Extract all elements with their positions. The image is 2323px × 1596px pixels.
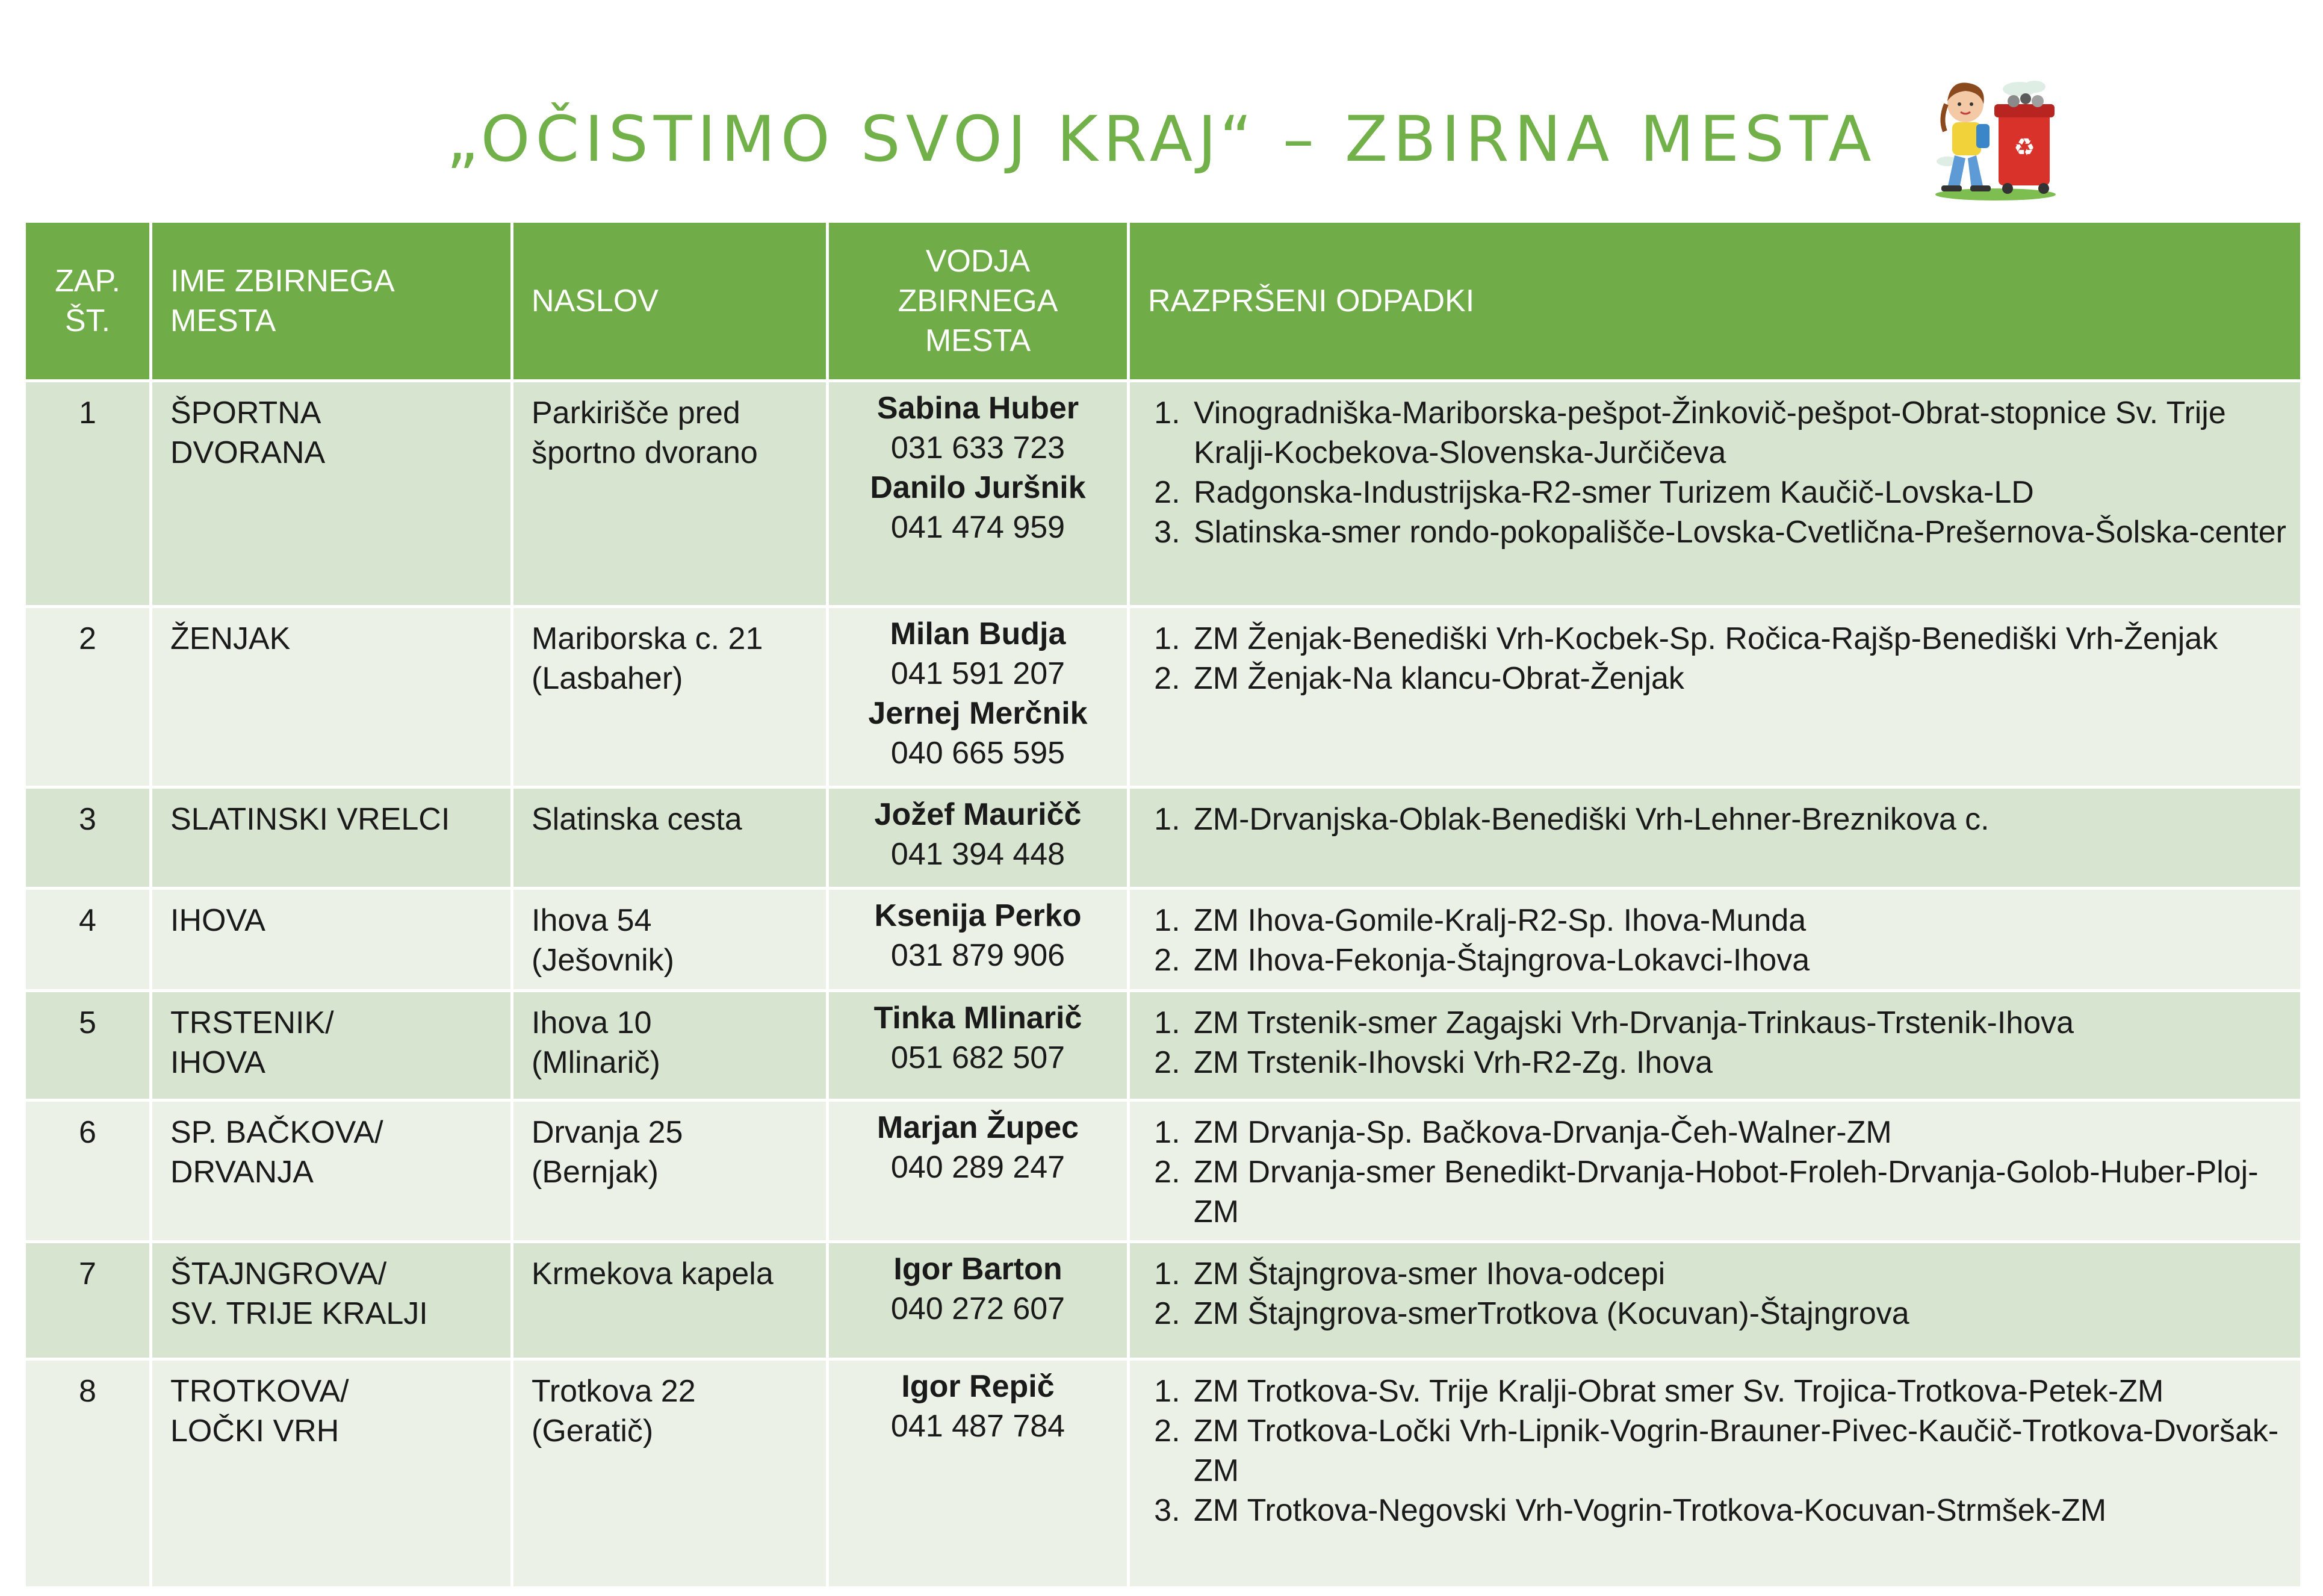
header-address: NASLOV — [512, 222, 828, 381]
name-line: ŽENJAK — [170, 621, 291, 656]
collection-point-leaders — [828, 1242, 1129, 1359]
leader-name: Jernej Merčnik — [868, 696, 1088, 731]
header-leader: VODJA ZBIRNEGA MESTA — [828, 222, 1129, 381]
row-number: 2 — [25, 607, 151, 787]
row-number: 7 — [25, 1242, 151, 1359]
leader-phone: 031 879 906 — [890, 938, 1065, 973]
collection-point-leaders — [828, 991, 1129, 1101]
leader-name: Danilo Juršnik — [870, 470, 1086, 505]
collection-point-address — [512, 1101, 828, 1242]
collection-point-leaders — [828, 787, 1129, 889]
route-item: 1. ZM Drvanja-Sp. Bačkova-Drvanja-Čeh-Walner-ZM — [1189, 1113, 2288, 1152]
row-number: 8 — [25, 1359, 151, 1588]
route-item: 1. Vinogradniška-Mariborska-pešpot-Žinkovič-pešpot-Obrat-stopnice Sv. Trije Kralji-Kocbekova-Slovenska-Jurčičeva — [1189, 393, 2288, 473]
table-header-row — [25, 222, 2302, 381]
route-list — [1142, 901, 2288, 980]
collection-point-address — [512, 889, 828, 991]
leader-name: Ksenija Perko — [874, 898, 1082, 933]
leader-phone: 041 591 207 — [890, 656, 1065, 691]
collection-point-address — [512, 787, 828, 889]
route-list — [1142, 1113, 2288, 1232]
table-row — [25, 607, 2302, 787]
route-item: 2. ZM Drvanja-smer Benedikt-Drvanja-Hobot-Froleh-Drvanja-Golob-Huber-Ploj-ZM — [1189, 1152, 2288, 1232]
leader-phone: 040 665 595 — [890, 736, 1065, 771]
route-list-cell — [1129, 1242, 2302, 1359]
route-item: 1. ZM-Drvanjska-Oblak-Benediški Vrh-Lehner-Breznikova c. — [1189, 800, 2288, 839]
name-line: IHOVA — [170, 1045, 265, 1080]
leader-phone: 040 272 607 — [890, 1291, 1065, 1326]
collection-point-leaders — [828, 1101, 1129, 1242]
collection-point-name — [151, 381, 512, 607]
name-line: LOČKI VRH — [170, 1414, 340, 1449]
route-list-cell — [1129, 889, 2302, 991]
collection-points-table — [23, 220, 2303, 1589]
address-line: Trotkova 22 — [532, 1374, 696, 1409]
route-item: 1. ZM Ženjak-Benediški Vrh-Kocbek-Sp. Ročica-Rajšp-Benediški Vrh-Ženjak — [1189, 619, 2288, 659]
name-line: DVORANA — [170, 435, 326, 470]
row-number: 5 — [25, 991, 151, 1101]
address-line: Mariborska c. 21 — [532, 621, 763, 656]
route-item: 1. ZM Ihova-Gomile-Kralj-R2-Sp. Ihova-Munda — [1189, 901, 2288, 940]
route-item: 1. ZM Štajngrova-smer Ihova-odcepi — [1189, 1254, 2288, 1294]
route-list — [1142, 619, 2288, 698]
header-routes: RAZPRŠENI ODPADKI — [1129, 222, 2302, 381]
address-line: Drvanja 25 — [532, 1115, 683, 1150]
table-row — [25, 991, 2302, 1101]
table-row — [25, 381, 2302, 607]
leader-name: Igor Repič — [901, 1369, 1055, 1404]
table-row — [25, 787, 2302, 889]
route-item: 2. ZM Trstenik-Ihovski Vrh-R2-Zg. Ihova — [1189, 1043, 2288, 1082]
collection-point-name — [151, 787, 512, 889]
route-list — [1142, 1003, 2288, 1082]
route-list-cell — [1129, 607, 2302, 787]
route-list-cell — [1129, 1101, 2302, 1242]
leader-name: Jožef Mauričč — [874, 797, 1082, 832]
route-item: 3. Slatinska-smer rondo-pokopališče-Lovska-Cvetlična-Prešernova-Šolska-center — [1189, 512, 2288, 552]
collection-point-leaders — [828, 607, 1129, 787]
row-number: 6 — [25, 1101, 151, 1242]
address-line: (Ješovnik) — [532, 943, 674, 978]
name-line: SP. BAČKOVA/ — [170, 1115, 383, 1150]
name-line: SV. TRIJE KRALJI — [170, 1296, 428, 1331]
address-line: Slatinska cesta — [532, 802, 742, 837]
route-list-cell — [1129, 991, 2302, 1101]
row-number: 4 — [25, 889, 151, 991]
row-number: 1 — [25, 381, 151, 607]
leader-phone: 031 633 723 — [890, 430, 1065, 465]
address-line: Ihova 54 — [532, 903, 652, 938]
table-row — [25, 1359, 2302, 1588]
address-line: (Lasbaher) — [532, 661, 683, 696]
route-item: 1. ZM Trotkova-Sv. Trije Kralji-Obrat smer Sv. Trojica-Trotkova-Petek-ZM — [1189, 1371, 2288, 1411]
name-line: IHOVA — [170, 903, 265, 938]
leader-name: Igor Barton — [893, 1252, 1062, 1287]
leader-phone: 041 487 784 — [890, 1409, 1065, 1444]
table-row — [25, 889, 2302, 991]
route-list-cell — [1129, 1359, 2302, 1588]
collection-point-leaders — [828, 889, 1129, 991]
svg-text:♻: ♻ — [2014, 134, 2035, 161]
name-line: SLATINSKI VRELCI — [170, 802, 450, 837]
name-line: ŠTAJNGROVA/ — [170, 1256, 387, 1291]
route-item: 2. ZM Ihova-Fekonja-Štajngrova-Lokavci-Ihova — [1189, 940, 2288, 980]
collection-point-name — [151, 991, 512, 1101]
route-list — [1142, 800, 2288, 839]
route-item: 2. ZM Štajngrova-smerTrotkova (Kocuvan)-Štajngrova — [1189, 1294, 2288, 1334]
address-line: Parkirišče pred — [532, 396, 740, 430]
route-list — [1142, 393, 2288, 552]
leader-phone: 040 289 247 — [890, 1150, 1065, 1185]
collection-point-address — [512, 1359, 828, 1588]
route-item: 2. ZM Ženjak-Na klancu-Obrat-Ženjak — [1189, 659, 2288, 698]
collection-point-leaders — [828, 1359, 1129, 1588]
route-item: 2. Radgonska-Industrijska-R2-smer Turizem Kaučič-Lovska-LD — [1189, 473, 2288, 512]
name-line: DRVANJA — [170, 1155, 314, 1190]
leader-name: Marjan Župec — [876, 1110, 1079, 1145]
route-item: 2. ZM Trotkova-Ločki Vrh-Lipnik-Vogrin-Brauner-Pivec-Kaučič-Trotkova-Dvoršak-ZM — [1189, 1411, 2288, 1491]
collection-point-name — [151, 1242, 512, 1359]
leader-name: Milan Budja — [890, 616, 1066, 651]
leader-name: Tinka Mlinarič — [873, 1001, 1082, 1036]
address-line: Krmekova kapela — [532, 1256, 774, 1291]
name-line: ŠPORTNA — [170, 396, 321, 430]
route-list-cell — [1129, 381, 2302, 607]
leader-phone: 041 474 959 — [890, 510, 1065, 545]
table-row — [25, 1242, 2302, 1359]
header-number: ZAP. ŠT. — [25, 222, 151, 381]
leader-phone: 041 394 448 — [890, 837, 1065, 872]
collection-point-leaders — [828, 381, 1129, 607]
address-line: (Geratič) — [532, 1414, 654, 1449]
page-title: „OČISTIMO SVOJ KRAJ“ – ZBIRNA MESTA — [446, 102, 1877, 176]
collection-point-name — [151, 607, 512, 787]
collection-point-name — [151, 889, 512, 991]
route-item: 3. ZM Trotkova-Negovski Vrh-Vogrin-Trotkova-Kocuvan-Strmšek-ZM — [1189, 1491, 2288, 1530]
collection-point-address — [512, 607, 828, 787]
address-line: Ihova 10 — [532, 1005, 652, 1040]
collection-point-address — [512, 991, 828, 1101]
collection-point-address — [512, 1242, 828, 1359]
leader-phone: 051 682 507 — [890, 1040, 1065, 1075]
name-line: TROTKOVA/ — [170, 1374, 349, 1409]
header-collection-point-name: IME ZBIRNEGA MESTA — [151, 222, 512, 381]
route-list-cell — [1129, 787, 2302, 889]
address-line: (Bernjak) — [532, 1155, 659, 1190]
route-item: 1. ZM Trstenik-smer Zagajski Vrh-Drvanja-Trinkaus-Trstenik-Ihova — [1189, 1003, 2288, 1043]
leader-name: Sabina Huber — [876, 391, 1079, 426]
collection-point-name — [151, 1359, 512, 1588]
route-list — [1142, 1254, 2288, 1334]
collection-point-address — [512, 381, 828, 607]
row-number: 3 — [25, 787, 151, 889]
table-row — [25, 1101, 2302, 1242]
collection-point-name — [151, 1101, 512, 1242]
girl-with-recycling-bin-icon — [1923, 71, 2068, 203]
name-line: TRSTENIK/ — [170, 1005, 334, 1040]
route-list — [1142, 1371, 2288, 1530]
address-line: (Mlinarič) — [532, 1045, 660, 1080]
address-line: športno dvorano — [532, 435, 758, 470]
